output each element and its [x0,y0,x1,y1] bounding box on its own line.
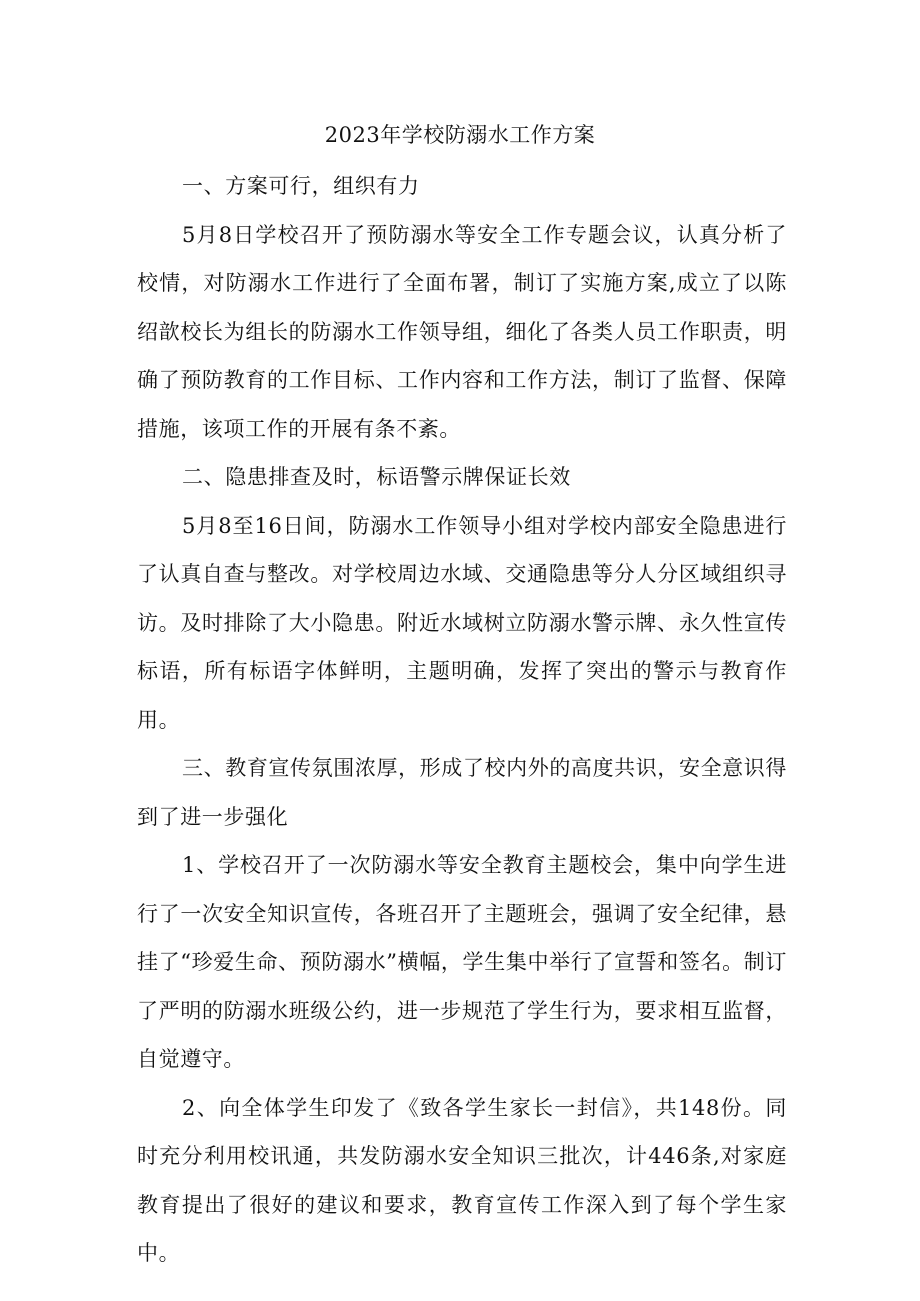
section-paragraph-1: 5月8日学校召开了预防溺水等安全工作专题会议，认真分析了校情，对防溺水工作进行了全面布署，制订了实施方案,成立了以陈绍歆校长为组长的防溺水工作领导组，细化了各类人员工作职责，明确了预防教育的工作目标、工作内容和工作方法，制订了监督、保障措施，该项工作的开展有条不紊。 [137,222,787,441]
section-paragraph-2: 5月8至16日间，防溺水工作领导小组对学校内部安全隐患进行了认真自查与整改。对学校周边水域、交通隐患等分人分区域组织寻访。及时排除了大小隐患。附近水域树立防溺水警示牌、永久性宣传标语，所有标语字体鲜明，主题明确，发挥了突出的警示与教育作用。 [137,513,787,732]
document-title: 2023年学校防溺水工作方案 [324,123,596,147]
document-body [137,162,787,1278]
section-paragraph-3: 1、学校召开了一次防溺水等安全教育主题校会，集中向学生进行了一次安全知识宣传，各班召开了主题班会，强调了安全纪律，悬挂了“珍爱生命、预防溺水”横幅，学生集中举行了宣誓和签名。制订了严明的防溺水班级公约，进一步规范了学生行为，要求相互监督，自觉遵守。 [137,853,787,1071]
section-heading-1: 一、方案可行，组织有力 [182,174,420,198]
section-heading-2: 二、隐患排查及时，标语警示牌保证长效 [182,465,571,489]
section-heading-3: 三、教育宣传氛围浓厚，形成了校内外的高度共识，安全意识得到了进一步强化 [137,756,787,829]
section-paragraph-4: 2、向全体学生印发了《致各学生家长一封信》，共148份。同时充分利用校讯通，共发防溺水安全知识三批次，计446条,对家庭教育提出了很好的建议和要求，教育宣传工作深入到了每个学生家中。 [137,1095,787,1265]
